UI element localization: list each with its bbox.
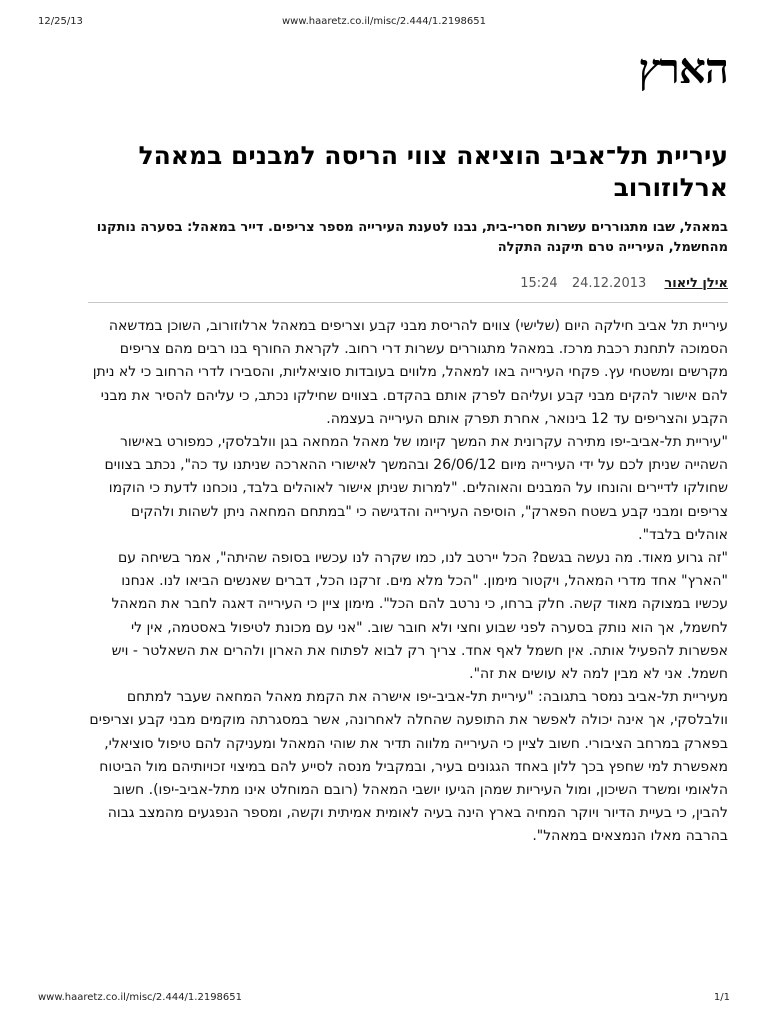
publish-time: 15:24	[520, 276, 558, 291]
footer-url: www.haaretz.co.il/misc/2.444/1.2198651	[38, 992, 242, 1003]
article-paragraph: עיריית תל אביב חילקה היום (שלישי) צווים להריסת מבני קבע וצריפים במאהל ארלוזורוב, השוכן במדשאה הסמוכה לתחנת רכבת מרכז. במאהל מתגוררים עשרות דרי רחוב. לקראת החורף בנו רבים מהם צריפים מקרשים ומשטחי עץ. פקחי העירייה באו למאהל, מלווים בעובדות סוציאליות, והסבירו לדרי הרחוב כי לא ניתן להם אישור להקים מבני קבע ועליהם לפרק אותם בהקדם. בצווים שחילקו נכתב, כי עליהם להסיר את מבני הקבע והצריפים עד 12 בינואר, אחרת תפרק אותם העירייה בעצמה.	[92, 318, 728, 427]
article	[88, 140, 728, 849]
article-paragraph: מעיריית תל-אביב נמסר בתגובה: "עיריית תל-אביב-יפו אישרה את הקמת מאהל המחאה שעבר למתחם וולבלסקי, אך אינה יכולה לאפשר את התופעה שהחלה לאחרונה, אשר במסגרתה מוקמים מבני קבע וצריפים בפארק במרחב הציבורי. חשוב לציין כי העירייה מלווה תדיר את שוהי המאהל ומעניקה להם טיפול סוציאלי, מאפשרת למי שחפץ בכך ללון באחד הגגונים בעיר, ובמקביל מנסה לסייע להם במיצוי זכויותיהם מול הביטוח הלאומי ומשרד השיכון, ומול העיריות שמהן הגיעו יושבי המאהל (רובם המוחלט אינו מתל-אביב-יפו). חשוב להבין, כי בעיית הדיור ויוקר המחיה בארץ הינה בעיה לאומית אמיתית וקשה, ומספר הנפגעים מהמצב גבוה בהרבה מאלו הנמצאים במאהל".	[89, 689, 728, 845]
article-paragraph: "עיריית תל-אביב-יפו מתירה עקרונית את המשך קיומו של מאהל המחאה בגן וולבלסקי, כמפורט באישור השהייה שניתן לכם על ידי העירייה מיום 26/06/12 ובהמשך לאישורי ההארכה שניתנו עד כה", נכתב בצווים שחולקו לדיירים והונחו על המבנים והאוהלים. "למרות שניתן אישור לאוהלים בלבד, נוכחנו לדעת כי הוקמו צריפים ומבני קבע בשטח הפארק", הוסיפה העירייה והדגישה כי "במתחם המחאה ניתן לשהות ולהקים אוהלים בלבד".	[104, 434, 728, 543]
print-footer	[0, 992, 768, 1008]
print-url: www.haaretz.co.il/misc/2.444/1.2198651	[282, 16, 486, 27]
author-link[interactable]: אילן ליאור	[664, 276, 728, 291]
article-body	[88, 315, 728, 849]
print-header	[0, 16, 768, 32]
article-paragraph: "זה גרוע מאוד. מה נעשה בגשם? הכל יירטב לנו, כמו שקרה לנו עכשיו בסופה שהיתה", אמר בשיחה עם "הארץ" אחד מדרי המאהל, ויקטור מימון. "הכל מלא מים. זרקנו הכל, דברים שאנשים הביאו לנו. אנחנו עכשיו במצוקה מאוד קשה. חלק ברחו, כי נרטב להם הכל". מימון ציין כי העירייה דאגה לחבר את המאהל לחשמל, אך הוא נותק בסערה לפני שבוע וחצי ולא חובר שוב. "אני עם מכונת לטיפול באסטמה, אין לי אפשרות להפעיל אותה. אין חשמל לאף אחד. צריך רק לבוא לפתוח את הארון ולהרים את השאלטר - ויש חשמל. אני לא מבין למה לא עושים את זה".	[111, 550, 728, 683]
publish-date: 24.12.2013	[571, 276, 647, 291]
haaretz-logo[interactable]: הארץ	[638, 44, 728, 93]
byline	[88, 274, 728, 303]
article-headline: עיריית תל־אביב הוציאה צווי הריסה למבנים במאהל ארלוזורוב	[138, 141, 728, 202]
page-number: 1/1	[713, 992, 730, 1003]
print-date: 12/25/13	[38, 16, 83, 27]
article-subheadline: במאהל, שבו מתגוררים עשרות חסרי-בית, נבנו לטענת העירייה מספר צריפים. דייר במאהל: בסערה נותקנו מהחשמל, העירייה טרם תיקנה התקלה	[96, 220, 728, 255]
